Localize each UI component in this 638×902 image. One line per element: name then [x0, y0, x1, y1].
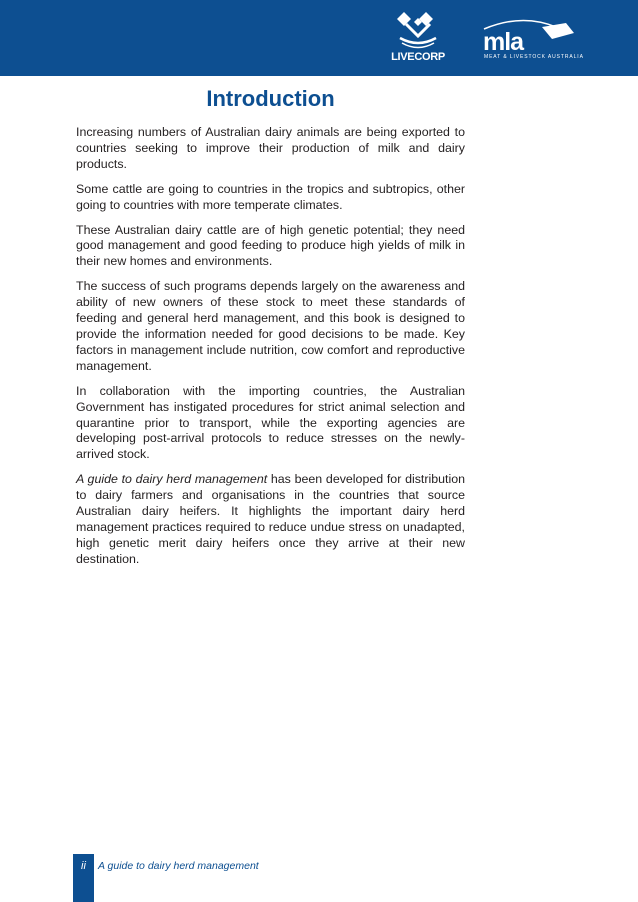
paragraph: Increasing numbers of Australian dairy animals are being exported to countries seeking to improve their production of milk and dairy products. [76, 125, 465, 171]
paragraph: Some cattle are going to countries in the tropics and subtropics, other going to countries with more temperate climates. [76, 181, 465, 212]
mla-wordmark: mla [483, 28, 524, 56]
body-text [76, 125, 465, 577]
paragraph: In collaboration with the importing countries, the Australian Government has instigated procedures for strict animal selection and quarantine prior to transport, while the exporting agencies are developing post-arrival protocols to reduce stresses on the newly-arrived stock. [76, 383, 465, 462]
footer-bar [73, 854, 94, 902]
paragraph: The success of such programs depends largely on the awareness and ability of new owners of these stock to meet these standards of feeding and general herd management, and this book is designed to provide the information needed for good decisions to be made. Key factors in management include nutrition, cow comfort and reproductive management. [76, 279, 465, 373]
page-title: Introduction [206, 86, 335, 111]
paragraph: These Australian dairy cattle are of high genetic potential; they need good management and good feeding to produce high yields of milk in their new homes and environments. [76, 222, 465, 269]
paragraph [76, 472, 465, 567]
book-title-italic: A guide to dairy herd management [76, 472, 268, 487]
livecorp-wordmark: LIVECORP [391, 51, 445, 63]
page-number: ii [81, 860, 86, 872]
paragraph-text: has been developed for distribution to dairy farmers and organisations in the countries that source Australian dairy heifers. It highlights the important dairy herd management practices required to reduce undue stress on unadapted, high genetic merit dairy heifers once they arrive at their new destination. [76, 472, 465, 566]
footer-book-title: A guide to dairy herd management [98, 860, 259, 872]
livecorp-logo [388, 10, 448, 66]
mla-tagline: MEAT & LIVESTOCK AUSTRALIA [484, 54, 584, 60]
mla-logo [482, 17, 592, 63]
livecorp-emblem-icon [392, 10, 444, 52]
header-band [0, 0, 638, 76]
